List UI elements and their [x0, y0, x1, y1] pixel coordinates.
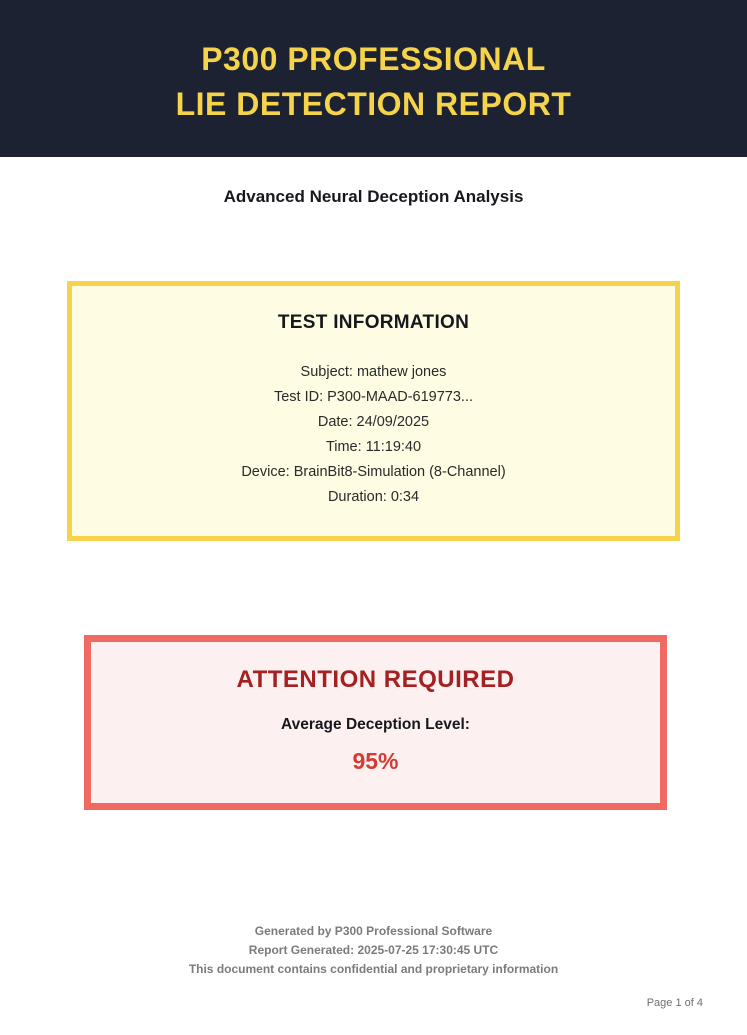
report-header — [0, 0, 747, 157]
footer-confidentiality-notice: This document contains confidential and proprietary information — [188, 962, 559, 976]
attention-required-panel — [84, 635, 667, 810]
footer-generated-by: Generated by P300 Professional Software — [254, 924, 493, 938]
page-number: Page 1 of 4 — [646, 997, 703, 1009]
footer-generated-at: Report Generated: 2025-07-25 17:30:45 UTC — [248, 943, 499, 957]
test-information-panel — [67, 281, 680, 541]
deception-level-value: 95% — [352, 748, 399, 774]
report-footer — [0, 922, 747, 979]
deception-level-label: Average Deception Level: — [281, 716, 470, 733]
report-subtitle: Advanced Neural Deception Analysis — [223, 187, 524, 206]
test-info-test-id: Test ID: P300-MAAD-619773... — [273, 389, 474, 405]
test-information-title: TEST INFORMATION — [277, 312, 470, 333]
test-info-time: Time: 11:19:40 — [325, 439, 422, 455]
test-info-device: Device: BrainBit8-Simulation (8-Channel) — [241, 464, 506, 480]
test-info-duration: Duration: 0:34 — [327, 489, 420, 505]
report-title-line-1: P300 PROFESSIONAL — [201, 40, 546, 77]
alert-title: ATTENTION REQUIRED — [236, 666, 515, 693]
test-info-date: Date: 24/09/2025 — [317, 414, 430, 430]
test-info-subject: Subject: mathew jones — [300, 364, 447, 380]
report-title-line-2: LIE DETECTION REPORT — [175, 85, 572, 122]
